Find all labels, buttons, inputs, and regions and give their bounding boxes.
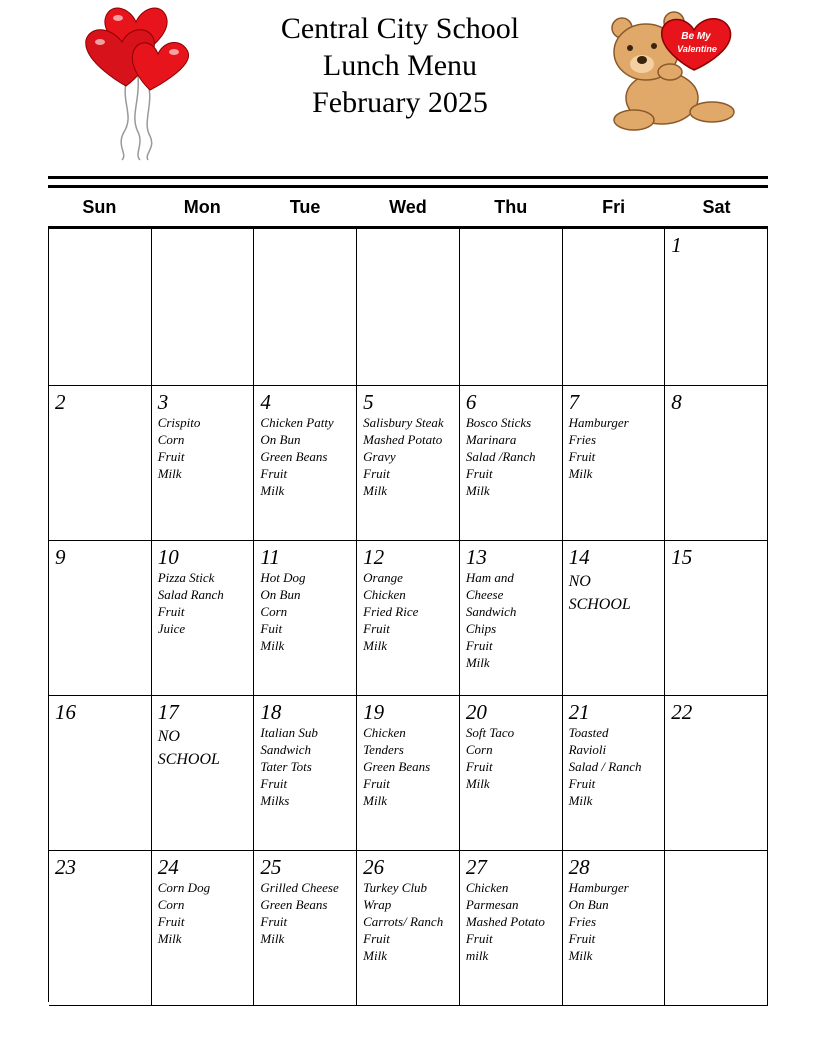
menu-item: Fruit — [568, 931, 596, 946]
menu-item: Mashed Potato — [363, 432, 443, 447]
menu-item: Corn Dog — [157, 880, 211, 895]
menu-item: Salisbury Steak — [363, 415, 444, 430]
no-school-note: SCHOOL — [568, 596, 631, 613]
menu-item: Fruit — [465, 759, 493, 774]
day-cell-28 — [563, 851, 666, 1006]
menu-item: Orange — [363, 570, 403, 585]
menu-item: Salad /Ranch — [465, 449, 536, 464]
valentine-text: Valentine — [677, 44, 717, 54]
day-cell-8 — [665, 386, 768, 541]
menu-item: Soft Taco — [465, 725, 515, 740]
day-cell-15 — [665, 541, 768, 696]
menu-item: Corn — [465, 742, 493, 757]
day-number: 21 — [568, 700, 590, 724]
be-my-text: Be My — [681, 31, 711, 42]
menu-item: Milk — [363, 948, 387, 963]
empty-day-cell — [254, 229, 357, 386]
weekday-sun: Sun — [82, 197, 117, 217]
menu-item: Milk — [568, 948, 593, 963]
weekday-wed: Wed — [389, 197, 427, 217]
empty-day-cell — [563, 229, 666, 386]
empty-day-cell — [665, 851, 768, 1006]
menu-item: Fruit — [363, 466, 390, 481]
day-number: 9 — [55, 545, 66, 569]
menu-item: Crispito — [157, 415, 201, 430]
day-cell-23 — [49, 851, 152, 1006]
weekday-header-row — [48, 189, 768, 225]
weekday-mon: Mon — [183, 197, 221, 217]
menu-item: Cheese — [465, 587, 504, 602]
day-number: 7 — [568, 390, 580, 414]
menu-item: Milk — [157, 466, 182, 481]
day-number: 16 — [55, 700, 76, 724]
menu-item: Fruit — [260, 914, 288, 929]
menu-item: Fries — [568, 432, 597, 447]
day-number: 13 — [465, 545, 487, 569]
menu-item: Fruit — [465, 638, 493, 653]
day-number: 4 — [260, 390, 271, 414]
day-number: 3 — [157, 390, 169, 414]
day-cell-27 — [460, 851, 563, 1006]
menu-item: Corn — [260, 604, 288, 619]
menu-item: Milk — [465, 483, 490, 498]
header-rule-bottom — [48, 185, 768, 188]
day-number: 23 — [55, 855, 76, 879]
day-number: 18 — [260, 700, 282, 724]
menu-item: Bosco Sticks — [465, 415, 532, 430]
weekday-thu: Thu — [494, 197, 528, 217]
day-cell-14 — [563, 541, 666, 696]
day-number: 10 — [157, 545, 179, 569]
menu-item: Milk — [465, 655, 490, 670]
day-cell-18 — [254, 696, 357, 851]
no-school-note: NO — [157, 728, 180, 745]
menu-item: Corn — [157, 432, 185, 447]
menu-item: milk — [465, 948, 489, 963]
menu-item: Milk — [157, 931, 182, 946]
menu-item: Fruit — [568, 449, 596, 464]
menu-item: Fruit — [363, 776, 390, 791]
menu-item: Gravy — [363, 449, 396, 464]
menu-item: Tenders — [363, 742, 404, 757]
day-cell-13 — [460, 541, 563, 696]
menu-item: Parmesan — [465, 897, 519, 912]
menu-item: Milk — [260, 931, 285, 946]
menu-item: Fruit — [568, 776, 596, 791]
no-school-note: NO — [568, 573, 591, 590]
day-cell-3 — [152, 386, 255, 541]
menu-item: Chicken — [363, 587, 406, 602]
menu-item: Fuit — [260, 621, 283, 636]
day-cell-17 — [152, 696, 255, 851]
menu-item: Milk — [568, 793, 593, 808]
menu-item: Hamburger — [568, 415, 629, 430]
header-rule-top — [48, 176, 768, 179]
menu-item: Chicken — [465, 880, 509, 895]
day-cell-25 — [254, 851, 357, 1006]
menu-item: On Bun — [260, 432, 301, 447]
menu-item: Fruit — [157, 449, 185, 464]
menu-item: Fruit — [157, 914, 185, 929]
day-number: 27 — [465, 855, 487, 879]
day-number: 2 — [55, 390, 66, 414]
day-number: 6 — [465, 390, 477, 414]
menu-item: Milk — [363, 793, 387, 808]
empty-day-cell — [357, 229, 460, 386]
menu-item: Fruit — [363, 931, 390, 946]
day-cell-9 — [49, 541, 152, 696]
day-cell-10 — [152, 541, 255, 696]
day-cell-20 — [460, 696, 563, 851]
day-cell-16 — [49, 696, 152, 851]
day-number: 24 — [157, 855, 179, 879]
menu-item: Carrots/ Ranch — [363, 914, 444, 929]
empty-day-cell — [49, 229, 152, 386]
day-number: 22 — [671, 700, 693, 724]
menu-item: Milk — [363, 638, 387, 653]
day-cell-22 — [665, 696, 768, 851]
day-cell-6 — [460, 386, 563, 541]
empty-day-cell — [152, 229, 255, 386]
menu-item: Ham and — [465, 570, 514, 585]
menu-item: Chips — [465, 621, 497, 636]
menu-item: Wrap — [363, 897, 392, 912]
day-cell-24 — [152, 851, 255, 1006]
menu-item: Green Beans — [260, 449, 328, 464]
menu-item: On Bun — [568, 897, 609, 912]
day-number: 5 — [363, 390, 374, 414]
day-number: 14 — [568, 545, 590, 569]
menu-item: Mashed Potato — [465, 914, 545, 929]
menu-item: Hot Dog — [260, 570, 306, 585]
no-school-note: SCHOOL — [157, 751, 220, 768]
menu-item: Fruit — [260, 466, 288, 481]
menu-item: Milk — [260, 483, 285, 498]
menu-item: Sandwich — [465, 604, 517, 619]
menu-item: Milk — [568, 466, 593, 481]
menu-item: Fries — [568, 914, 597, 929]
menu-title: Lunch Menu — [322, 49, 478, 82]
menu-item: Chicken Patty — [260, 415, 334, 430]
menu-item: Fruit — [363, 621, 390, 636]
day-cell-12 — [357, 541, 460, 696]
menu-item: Fried Rice — [363, 604, 419, 619]
menu-item: Pizza Stick — [157, 570, 215, 585]
menu-item: Milk — [363, 483, 387, 498]
day-number: 11 — [260, 545, 280, 569]
menu-item: On Bun — [260, 587, 301, 602]
school-name: Central City School — [280, 12, 520, 45]
menu-item: Salad / Ranch — [568, 759, 642, 774]
menu-item: Tater Tots — [260, 759, 312, 774]
month-title: February 2025 — [312, 86, 488, 119]
menu-item: Grilled Cheese — [260, 880, 339, 895]
menu-item: Fruit — [465, 931, 493, 946]
day-cell-7 — [563, 386, 666, 541]
menu-item: Milks — [260, 793, 290, 808]
day-number: 12 — [363, 545, 385, 569]
menu-item: Milk — [465, 776, 490, 791]
menu-item: Chicken — [363, 725, 406, 740]
day-number: 8 — [671, 390, 682, 414]
day-number: 1 — [671, 233, 682, 257]
heart-balloons-icon — [78, 4, 198, 164]
empty-day-cell — [460, 229, 563, 386]
menu-item: Salad Ranch — [157, 587, 224, 602]
day-number: 28 — [568, 855, 590, 879]
menu-item: Italian Sub — [260, 725, 318, 740]
weekday-fri: Fri — [602, 197, 626, 217]
menu-item: Fruit — [157, 604, 185, 619]
menu-item: Marinara — [465, 432, 517, 447]
day-cell-1 — [665, 229, 768, 386]
weekday-sat: Sat — [702, 197, 731, 217]
day-cell-21 — [563, 696, 666, 851]
valentine-bear-icon — [600, 8, 745, 136]
day-number: 15 — [671, 545, 693, 569]
menu-item: Fruit — [260, 776, 288, 791]
day-number: 17 — [157, 700, 179, 724]
menu-item: Ravioli — [568, 742, 607, 757]
day-cell-4 — [254, 386, 357, 541]
day-cell-11 — [254, 541, 357, 696]
day-number: 19 — [363, 700, 385, 724]
menu-item: Sandwich — [260, 742, 311, 757]
day-cell-5 — [357, 386, 460, 541]
day-number: 25 — [260, 855, 282, 879]
menu-item: Green Beans — [363, 759, 431, 774]
menu-item: Juice — [157, 621, 186, 636]
menu-item: Toasted — [568, 725, 609, 740]
menu-item: Milk — [260, 638, 285, 653]
day-cell-19 — [357, 696, 460, 851]
weekday-tue: Tue — [289, 197, 321, 217]
day-number: 20 — [465, 700, 487, 724]
day-cell-2 — [49, 386, 152, 541]
menu-item: Fruit — [465, 466, 493, 481]
day-cell-26 — [357, 851, 460, 1006]
menu-item: Green Beans — [260, 897, 328, 912]
menu-item: Corn — [157, 897, 185, 912]
menu-item: Hamburger — [568, 880, 629, 895]
day-number: 26 — [363, 855, 385, 879]
menu-item: Turkey Club — [363, 880, 428, 895]
calendar-grid — [48, 226, 768, 1002]
